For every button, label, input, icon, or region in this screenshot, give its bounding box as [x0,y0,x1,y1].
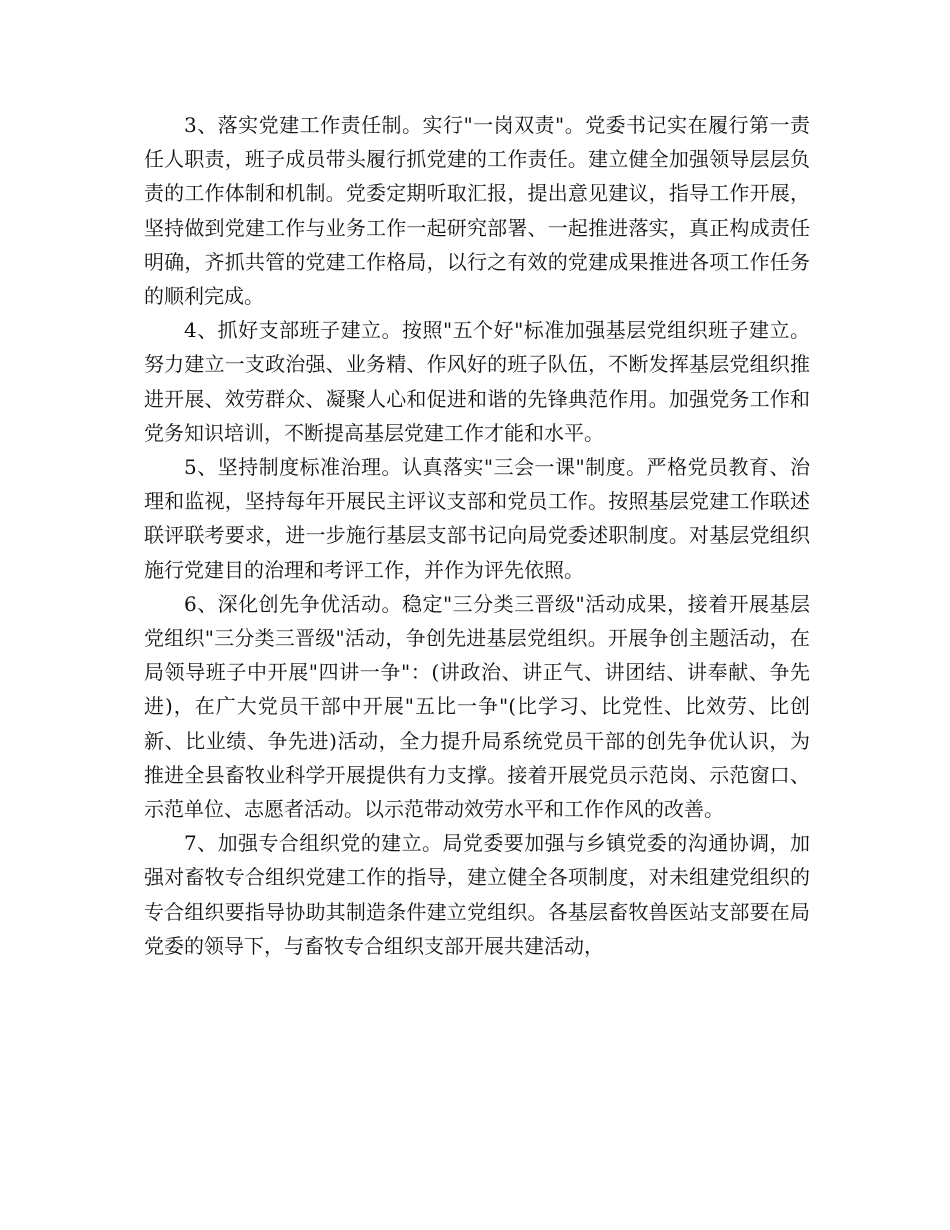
paragraph-5-institutional-governance: 5、坚持制度标准治理。认真落实"三会一课"制度。严格党员教育、治理和监视，坚持每年开展民主评议支部和党员工作。按照基层党建工作联述联评联考要求，进一步施行基层支部书记向局党委述职制度。对基层党组织施行党建目的治理和考评工作，并作为评先依照。 [144,455,810,582]
document-page [144,108,810,963]
paragraph-6-excellence-campaign: 6、深化创先争优活动。稳定"三分类三晋级"活动成果，接着开展基层党组织"三分类三晋级"活动，争创先进基层党组织。开展争创主题活动，在局领导班子中开展"四讲一争"：(讲政治、讲正气、讲团结、讲奉献、争先进)，在广大党员干部中开展"五比一争"(比学习、比党性、比效劳、比创新、比业绩、争先进)活动，全力提升局系统党员干部的创先争优认识，为推进全县畜牧业科学开展提供有力支撑。接着开展党员示范岗、示范窗口、示范单位、志愿者活动。以示范带动效劳水平和工作作风的改善。 [144,591,810,822]
paragraph-3-responsibility-system: 3、落实党建工作责任制。实行"一岗双责"。党委书记实在履行第一责任人职责，班子成员带头履行抓党建的工作责任。建立健全加强领导层层负责的工作体制和机制。党委定期听取汇报，提出意见建议，指导工作开展，坚持做到党建工作与业务工作一起研究部署、一起推进落实，真正构成责任明确，齐抓共管的党建工作格局，以行之有效的党建成果推进各项工作任务的顺利完成。 [144,113,810,309]
paragraph-4-branch-team-building: 4、抓好支部班子建立。按照"五个好"标准加强基层党组织班子建立。努力建立一支政治强、业务精、作风好的班子队伍，不断发挥基层党组织推进开展、效劳群众、凝聚人心和促进和谐的先锋典范作用。加强党务工作和党务知识培训，不断提高基层党建工作才能和水平。 [144,318,810,445]
paragraph-7-cooperative-party-building: 7、加强专合组织党的建立。局党委要加强与乡镇党委的沟通协调，加强对畜牧专合组织党建工作的指导，建立健全各项制度，对未组建党组织的专合组织要指导协助其制造条件建立党组织。各基层畜牧兽医站支部要在局党委的领导下，与畜牧专合组织支部开展共建活动， [144,831,810,958]
